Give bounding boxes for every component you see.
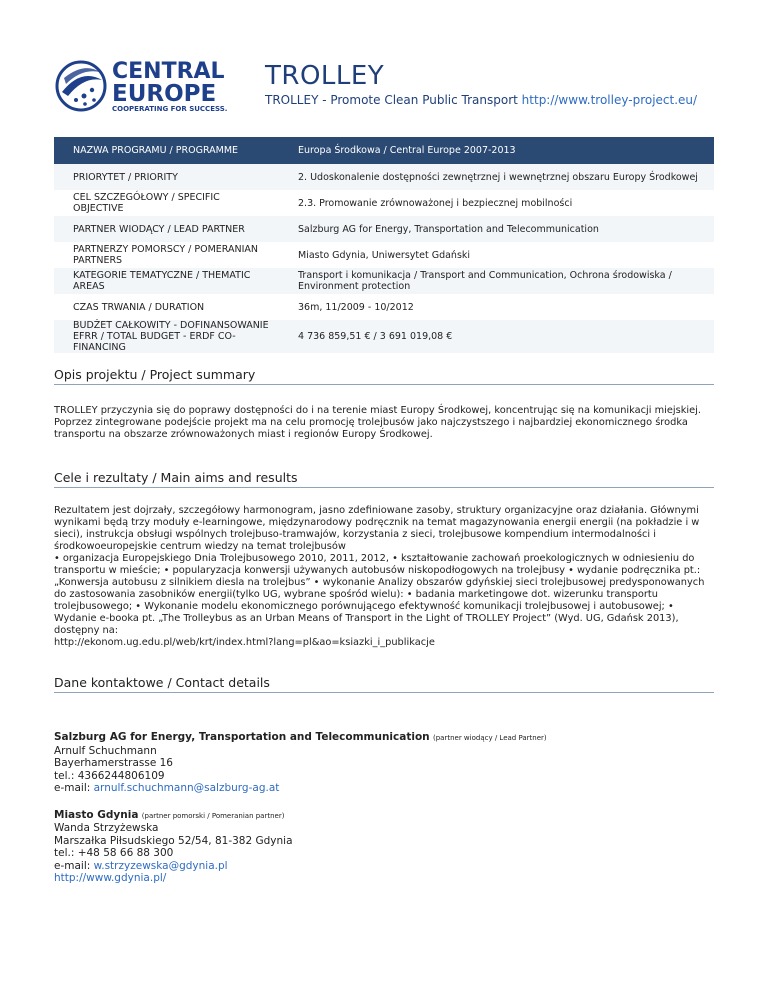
info-value: 2.3. Promowanie zrównoważonej i bezpiecznej mobilności: [298, 197, 573, 209]
project-title: TROLLEY: [265, 61, 385, 91]
project-info-table: [54, 137, 714, 353]
info-label: CEL SZCZEGÓŁOWY / SPECIFIC OBJECTIVE: [73, 192, 220, 214]
contact-list: [54, 731, 547, 899]
info-value: Europa Środkowa / Central Europe 2007-2013: [279, 137, 714, 164]
info-label: NAZWA PROGRAMU / PROGRAMME: [54, 137, 279, 164]
contact-card: [54, 731, 547, 795]
contact-email-label: e-mail:: [54, 782, 94, 794]
info-value: 4 736 859,51 € / 3 691 019,08 €: [279, 320, 714, 353]
contact-org: Miasto Gdynia: [54, 808, 139, 821]
project-subtitle: [265, 93, 697, 107]
contact-person: Wanda Strzyżewska: [54, 822, 159, 834]
info-label: KATEGORIE TEMATYCZNE / THEMATIC AREAS: [54, 268, 279, 294]
table-row: [54, 190, 714, 216]
contact-address: Bayerhamerstrasse 16: [54, 757, 173, 769]
contact-email-link[interactable]: arnulf.schuchmann@salzburg-ag.at: [93, 782, 280, 794]
project-url-link[interactable]: http://www.trolley-project.eu/: [521, 93, 698, 107]
info-label: CZAS TRWANIA / DURATION: [73, 301, 205, 313]
page-header: [54, 52, 734, 122]
contact-org: Salzburg AG for Energy, Transportation and Telecommunication: [54, 731, 430, 743]
contact-role: (partner wiodący / Lead Partner): [433, 734, 547, 742]
contact-tel: tel.: +48 58 66 88 300: [54, 847, 174, 859]
summary-text: TROLLEY przyczynia się do poprawy dostępności do i na terenie miast Europy Środkowej, koncentrując się na komunikacji miejskiej. Poprzez zintegrowane podejście projekt ma na celu promocję trolejbusów jako najczystszego i najbardziej ekonomicznego środka transportu na obszarze zrównoważonych miast i regionów Europy Środkowej.: [54, 405, 701, 440]
contacts-heading: Dane kontaktowe / Contact details: [54, 675, 714, 693]
aims-text: Rezultatem jest dojrzały, szczegółowy harmonogram, jasno zdefiniowane zasoby, struktury organizacyjne oraz działania. Głównymi wynikami będą trzy moduły e-learningowe, międzynarodowy podręcznik na temat magazynowania energii energii (na pokładzie i w sieci), instrukcja obsługi wspólnych trolejbuso-tramwajów, korzystania z sieci, trolejbusowe kompendium intermodalności i środkowoeuropejskie centrum wiedzy na temat trolejbusów • organizacja Europejskiego Dnia Trolejbusowego 2010, 2011, 2012, • kształtowanie zachowań proekologicznych w odniesieniu do transportu w mieście; • popularyzacja konwersji używanych autobusów niskopodłogowych na trolejbusy • wydanie podręcznika pt.: „Konwersja autobusu z silnikiem diesla na trolejbus” • wykonanie Analizy obszarów gdyńskiej sieci trolejbusowej predysponowanych do zastosowania zasobników energii(tylko UG, wybrane spośród wielu): • badania marketingowe dot. wizerunku transportu trolejbusowego; • Wykonanie modelu ekonomicznego porównującego efektywność komunikacji trolejbusowej i autobusowej; • Wydanie e-booka pt. „The Trolleybus as an Urban Means of Transport in the Light of TROLLEY Project” (Wyd. UG, Gdańsk 2013), dostępny na: http://ekonom.ug.edu.pl/web/krt/index.html?lang=pl&ao=ksiazki_i_publikacje: [54, 505, 705, 648]
info-value: 2. Udoskonalenie dostępności zewnętrznej i wewnętrznej obszaru Europy Środkowej: [279, 164, 714, 190]
contact-address: Marszałka Piłsudskiego 52/54, 81-382 Gdynia: [54, 834, 293, 847]
logo-line2: EUROPE: [112, 81, 217, 107]
table-row: [54, 320, 714, 353]
contact-role: (partner pomorski / Pomeranian partner): [141, 811, 285, 820]
table-row: [54, 242, 714, 268]
summary-heading: Opis projektu / Project summary: [54, 367, 714, 385]
info-label: PARTNER WIODĄCY / LEAD PARTNER: [54, 216, 279, 242]
contacts-section: [54, 675, 714, 693]
contact-website-link[interactable]: http://www.gdynia.pl/: [54, 872, 167, 884]
subtitle-text: TROLLEY - Promote Clean Public Transport: [265, 93, 518, 107]
table-row: [54, 216, 714, 242]
logo-line1: CENTRAL: [112, 59, 225, 84]
contact-card: [54, 809, 547, 885]
contact-person: Arnulf Schuchmann: [54, 744, 157, 757]
table-row: [54, 164, 714, 190]
table-row: [54, 294, 714, 320]
info-label: BUDŻET CAŁKOWITY - DOFINANSOWANIE EFRR / TOTAL BUDGET - ERDF CO-FINANCING: [54, 320, 279, 353]
central-europe-logo: [54, 56, 254, 114]
aims-section: [54, 470, 714, 649]
info-value: Miasto Gdynia, Uniwersytet Gdański: [298, 249, 471, 261]
info-label: PRIORYTET / PRIORITY: [54, 164, 279, 190]
info-label: PARTNERZY POMORSCY / POMERANIAN PARTNERS: [73, 244, 259, 266]
contact-email-label: e-mail:: [54, 859, 94, 872]
contact-email-link[interactable]: w.strzyzewska@gdynia.pl: [93, 859, 228, 872]
table-row: [54, 268, 714, 294]
table-row: [54, 137, 714, 164]
logo-tagline: COOPERATING FOR SUCCESS.: [112, 105, 228, 113]
info-value: Salzburg AG for Energy, Transportation and Telecommunication: [279, 216, 714, 242]
contact-tel: tel.: 4366244806109: [54, 769, 165, 782]
summary-section: [54, 367, 714, 441]
aims-heading: Cele i rezultaty / Main aims and results: [54, 470, 714, 488]
info-value: Transport i komunikacja / Transport and Communication, Ochrona środowiska / Environment protection: [279, 268, 714, 294]
info-value: 36m, 11/2009 - 10/2012: [298, 301, 414, 313]
